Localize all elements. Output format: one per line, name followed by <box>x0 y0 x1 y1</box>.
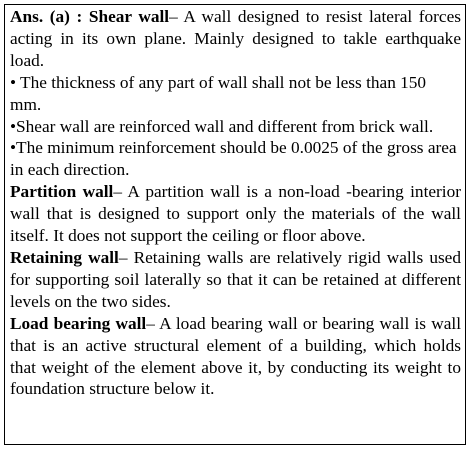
retaining-wall-definition: – Retaining walls are relatively rigid walls used for supporting soil laterally so that it can be retained at different levels on the two sides. <box>10 247 461 311</box>
bullet-min-reinforcement: •The minimum reinforcement should be 0.0025 of the gross area in each direction. <box>10 138 457 180</box>
shear-wall-paragraph <box>10 6 461 72</box>
shear-wall-definition: – A wall designed to resist lateral forces acting in its own plane. Mainly designed to takle earthquake load. <box>10 7 461 70</box>
shear-wall-term: Ans. (a) : Shear wall <box>10 7 170 26</box>
bullet-reinforced: •Shear wall are reinforced wall and different from brick wall. <box>10 116 434 136</box>
load-bearing-wall-term: Load bearing wall <box>10 313 147 333</box>
answer-box <box>4 4 466 445</box>
retaining-wall-term: Retaining wall <box>10 247 119 267</box>
load-bearing-wall-paragraph <box>10 313 461 401</box>
partition-wall-term: Partition wall <box>10 182 114 202</box>
retaining-wall-paragraph <box>10 247 461 313</box>
partition-wall-paragraph <box>10 181 461 247</box>
bullet-thickness: • The thickness of any part of wall shall not be less than 150 mm. <box>10 72 427 114</box>
partition-wall-definition: – A partition wall is a non-load -bearing interior wall that is designed to support only the materials of the wall itself. It does not support the ceiling or floor above. <box>10 182 461 246</box>
load-bearing-wall-definition: – A load bearing wall or bearing wall is wall that is an active structural element of a building, which holds that weight of the element above it, by conducting its weight to foundation structure below it. <box>10 313 461 399</box>
